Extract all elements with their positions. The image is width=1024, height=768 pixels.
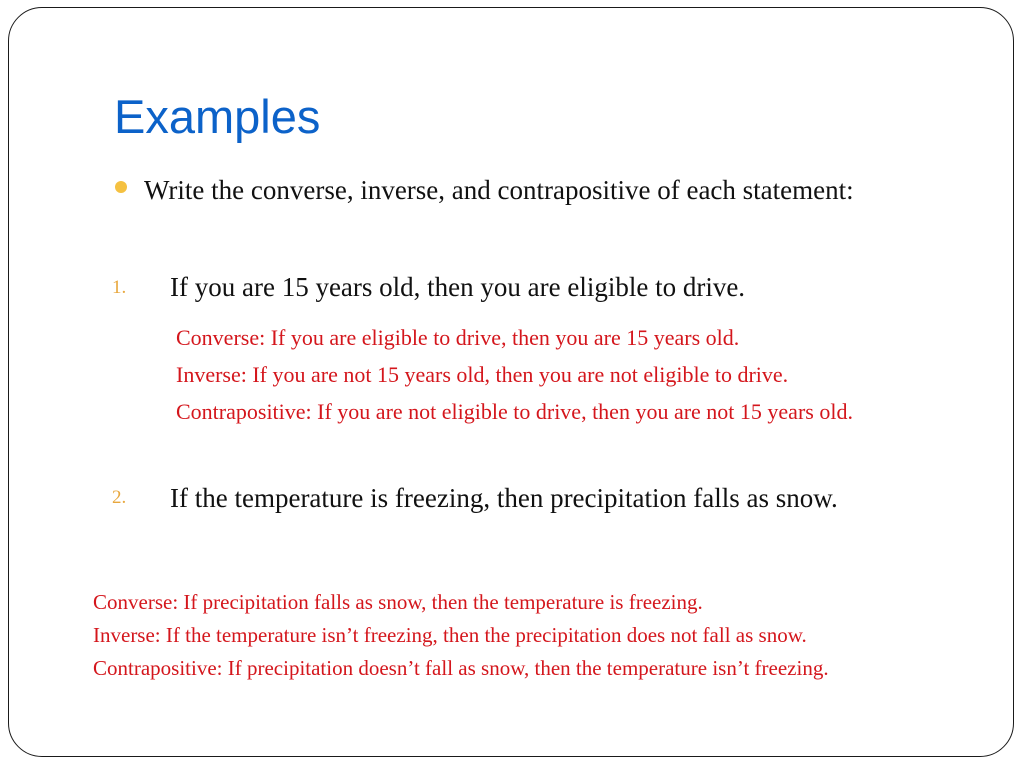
- item-number-2: 2.: [112, 487, 127, 508]
- answers-1: [176, 319, 1006, 430]
- instruction-bullet: Write the converse, inverse, and contrapositive of each statement:: [144, 175, 854, 205]
- slide-title: Examples: [114, 90, 321, 143]
- contrapositive-2: Contrapositive: If precipitation doesn’t fall as snow, then the temperature isn’t freezing.: [93, 656, 829, 680]
- statement-1: If you are 15 years old, then you are eligible to drive.: [170, 272, 746, 302]
- converse-1: Converse: If you are eligible to drive, then you are 15 years old.: [176, 325, 740, 350]
- inverse-1: Inverse: If you are not 15 years old, then you are not eligible to drive.: [176, 362, 789, 387]
- statement-2: If the temperature is freezing, then precipitation falls as snow.: [170, 483, 838, 513]
- bullet-dot-icon: [115, 181, 127, 193]
- converse-2: Converse: If precipitation falls as snow, then the temperature is freezing.: [93, 590, 703, 614]
- answers-2: [93, 586, 1003, 685]
- contrapositive-1: Contrapositive: If you are not eligible to drive, then you are not 15 years old.: [176, 399, 853, 424]
- inverse-2: Inverse: If the temperature isn’t freezing, then the precipitation does not fall as snow.: [93, 623, 807, 647]
- item-number-1: 1.: [112, 277, 127, 298]
